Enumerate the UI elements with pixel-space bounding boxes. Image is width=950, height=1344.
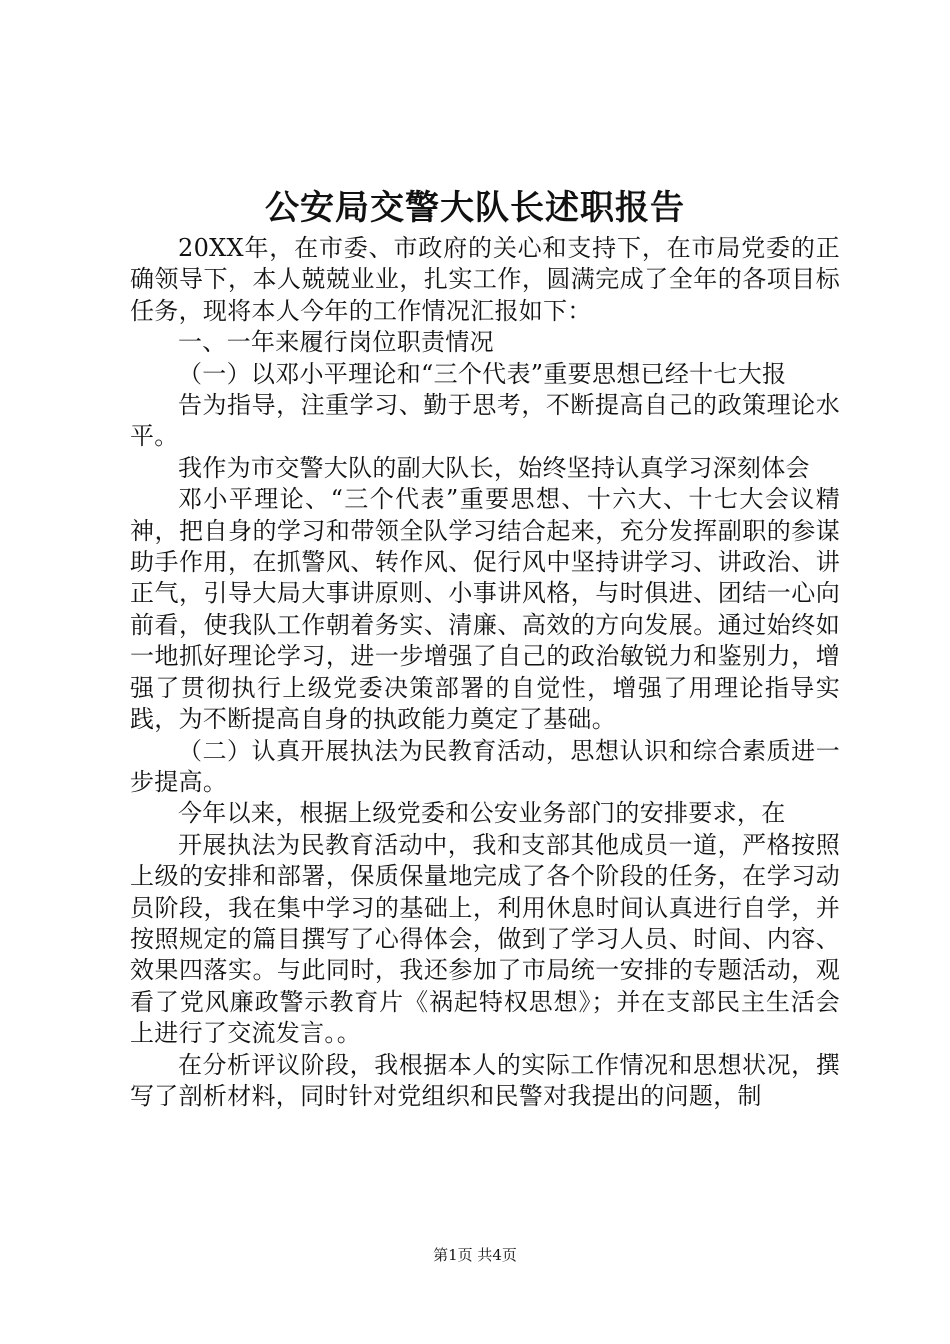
paragraph: 告为指导，注重学习、勤于思考，不断提高自己的政策理论水平。: [130, 391, 840, 451]
document-title: 公安局交警大队长述职报告: [265, 188, 685, 228]
paragraph: 我作为市交警大队的副大队长，始终坚持认真学习深刻体会: [178, 453, 810, 482]
section-heading-1: 一、一年来履行岗位职责情况: [178, 328, 494, 357]
subheading-1: （一）以邓小平理论和“三个代表”重要思想已经十七大报: [178, 359, 787, 388]
subheading-2: （二）认真开展执法为民教育活动，思想认识和综合素质进一步提高。: [130, 736, 840, 796]
paragraph: 开展执法为民教育活动中，我和支部其他成员一道，严格按照上级的安排和部署，保质保量地完成了各个阶段的任务，在学习动员阶段，我在集中学习的基础上，利用休息时间认真进行自学，并按照规定的篇目撰写了心得体会，做到了学习人员、时间、内容、效果四落实。与此同时，我还参加了市局统一安排的专题活动，观看了党风廉政警示教育片《祸起特权思想》；并在支部民主生活会上进行了交流发言。。: [130, 830, 840, 1048]
paragraph: 邓小平理论、“三个代表”重要思想、十六大、十七大会议精神，把自身的学习和带领全队学习结合起来，充分发挥副职的参谋助手作用，在抓警风、转作风、促行风中坚持讲学习、讲政治、讲正气，引导大局大事讲原则、小事讲风格，与时俱进、团结一心向前看，使我队工作朝着务实、清廉、高效的方向发展。通过始终如一地抓好理论学习，进一步增强了自己的政治敏锐力和鉴别力，增强了贯彻执行上级党委决策部署的自觉性，增强了用理论指导实践，为不断提高自身的执政能力奠定了基础。: [130, 485, 840, 734]
paragraph: 今年以来，根据上级党委和公安业务部门的安排要求，在: [178, 799, 786, 828]
page-footer: 第1页 共4页: [433, 1246, 517, 1264]
paragraph: 在分析评议阶段，我根据本人的实际工作情况和思想状况，撰写了剖析材料，同时针对党组织和民警对我提出的问题，制: [130, 1050, 840, 1110]
document-body: [130, 233, 840, 1112]
paragraph-intro: 20XX年，在市委、市政府的关心和支持下，在市局党委的正确领导下，本人兢兢业业，扎实工作，圆满完成了全年的各项目标任务，现将本人今年的工作情况汇报如下：: [130, 234, 840, 325]
